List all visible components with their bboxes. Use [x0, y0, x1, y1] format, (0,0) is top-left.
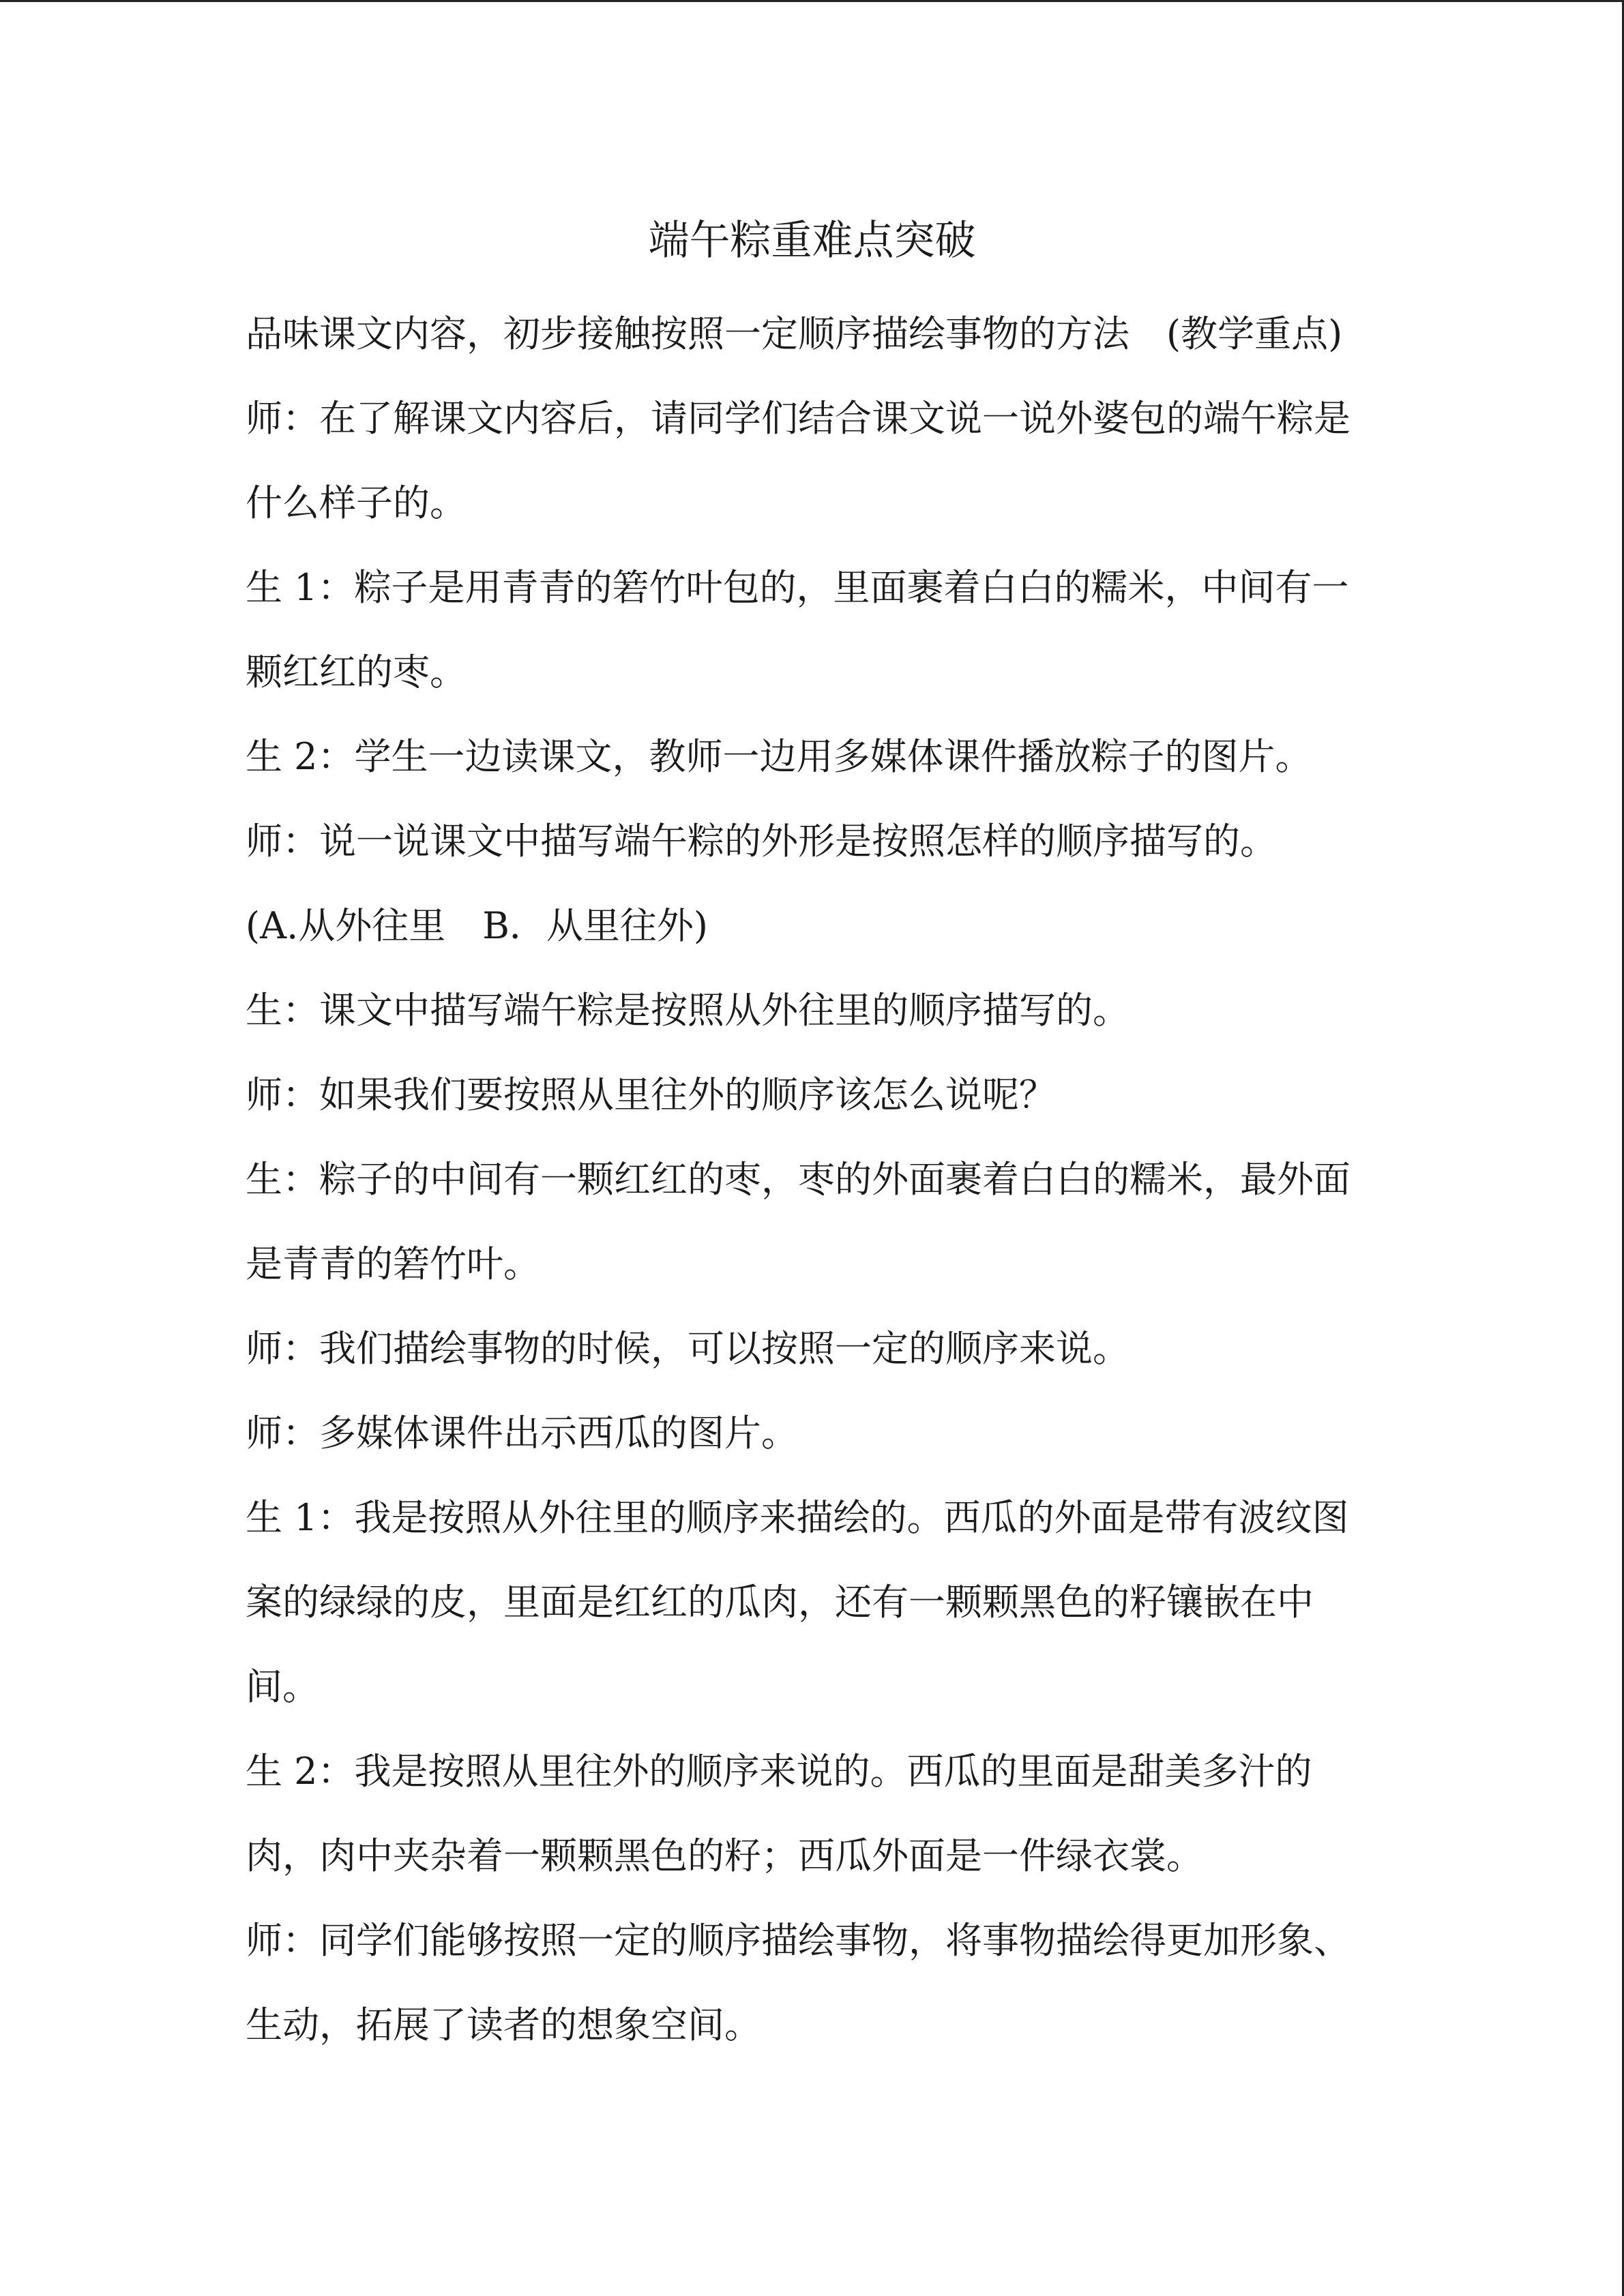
paragraph-options: (A.从外往里 B．从里往外)	[246, 904, 708, 947]
paragraph-student-inside-out: 生：粽子的中间有一颗红红的枣，枣的外面裹着白白的糯米，最外面是青青的箬竹叶。	[246, 1158, 1350, 1285]
paragraph-student-1-zongzi: 生 1：粽子是用青青的箬竹叶包的，里面裹着白白的糯米，中间有一颗红红的枣。	[246, 566, 1349, 694]
paragraph-student-2-watermelon: 生 2：我是按照从里往外的顺序来说的。西瓜的里面是甜美多汁的肉，肉中夹杂着一颗颗黑色的籽；西瓜外面是一件绿衣裳。	[246, 1750, 1312, 1877]
page-title: 端午粽重难点突破	[648, 217, 976, 265]
paragraph-teacher-summary: 师：我们描绘事物的时候，可以按照一定的顺序来说。	[246, 1327, 1130, 1370]
paragraph-teacher-conclusion: 师：同学们能够按照一定的顺序描绘事物，将事物描绘得更加形象、生动，拓展了读者的想象空间。	[246, 1919, 1350, 2046]
paragraph-student-2-zongzi: 生 2：学生一边读课文，教师一边用多媒体课件播放粽子的图片。	[246, 735, 1312, 778]
paragraph-teacher-followup: 师：如果我们要按照从里往外的顺序该怎么说呢？	[246, 1073, 1056, 1116]
paragraph-intro: 品味课文内容，初步接触按照一定顺序描绘事物的方法 (教学重点)师：在了解课文内容后，请同学们结合课文说一说外婆包的端午粽是什么样子的。	[246, 312, 1350, 524]
paragraph-teacher-question: 师：说一说课文中描写端午粽的外形是按照怎样的顺序描写的。	[246, 820, 1277, 863]
paragraph-teacher-watermelon: 师：多媒体课件出示西瓜的图片。	[246, 1412, 798, 1455]
paragraph-student-1-watermelon: 生 1：我是按照从外往里的顺序来描绘的。西瓜的外面是带有波纹图案的绿绿的皮，里面是红红的瓜肉，还有一颗颗黑色的籽镶嵌在中间。	[246, 1496, 1349, 1708]
document-body	[246, 292, 1378, 2068]
paragraph-student-answer: 生：课文中描写端午粽是按照从外往里的顺序描写的。	[246, 989, 1130, 1032]
